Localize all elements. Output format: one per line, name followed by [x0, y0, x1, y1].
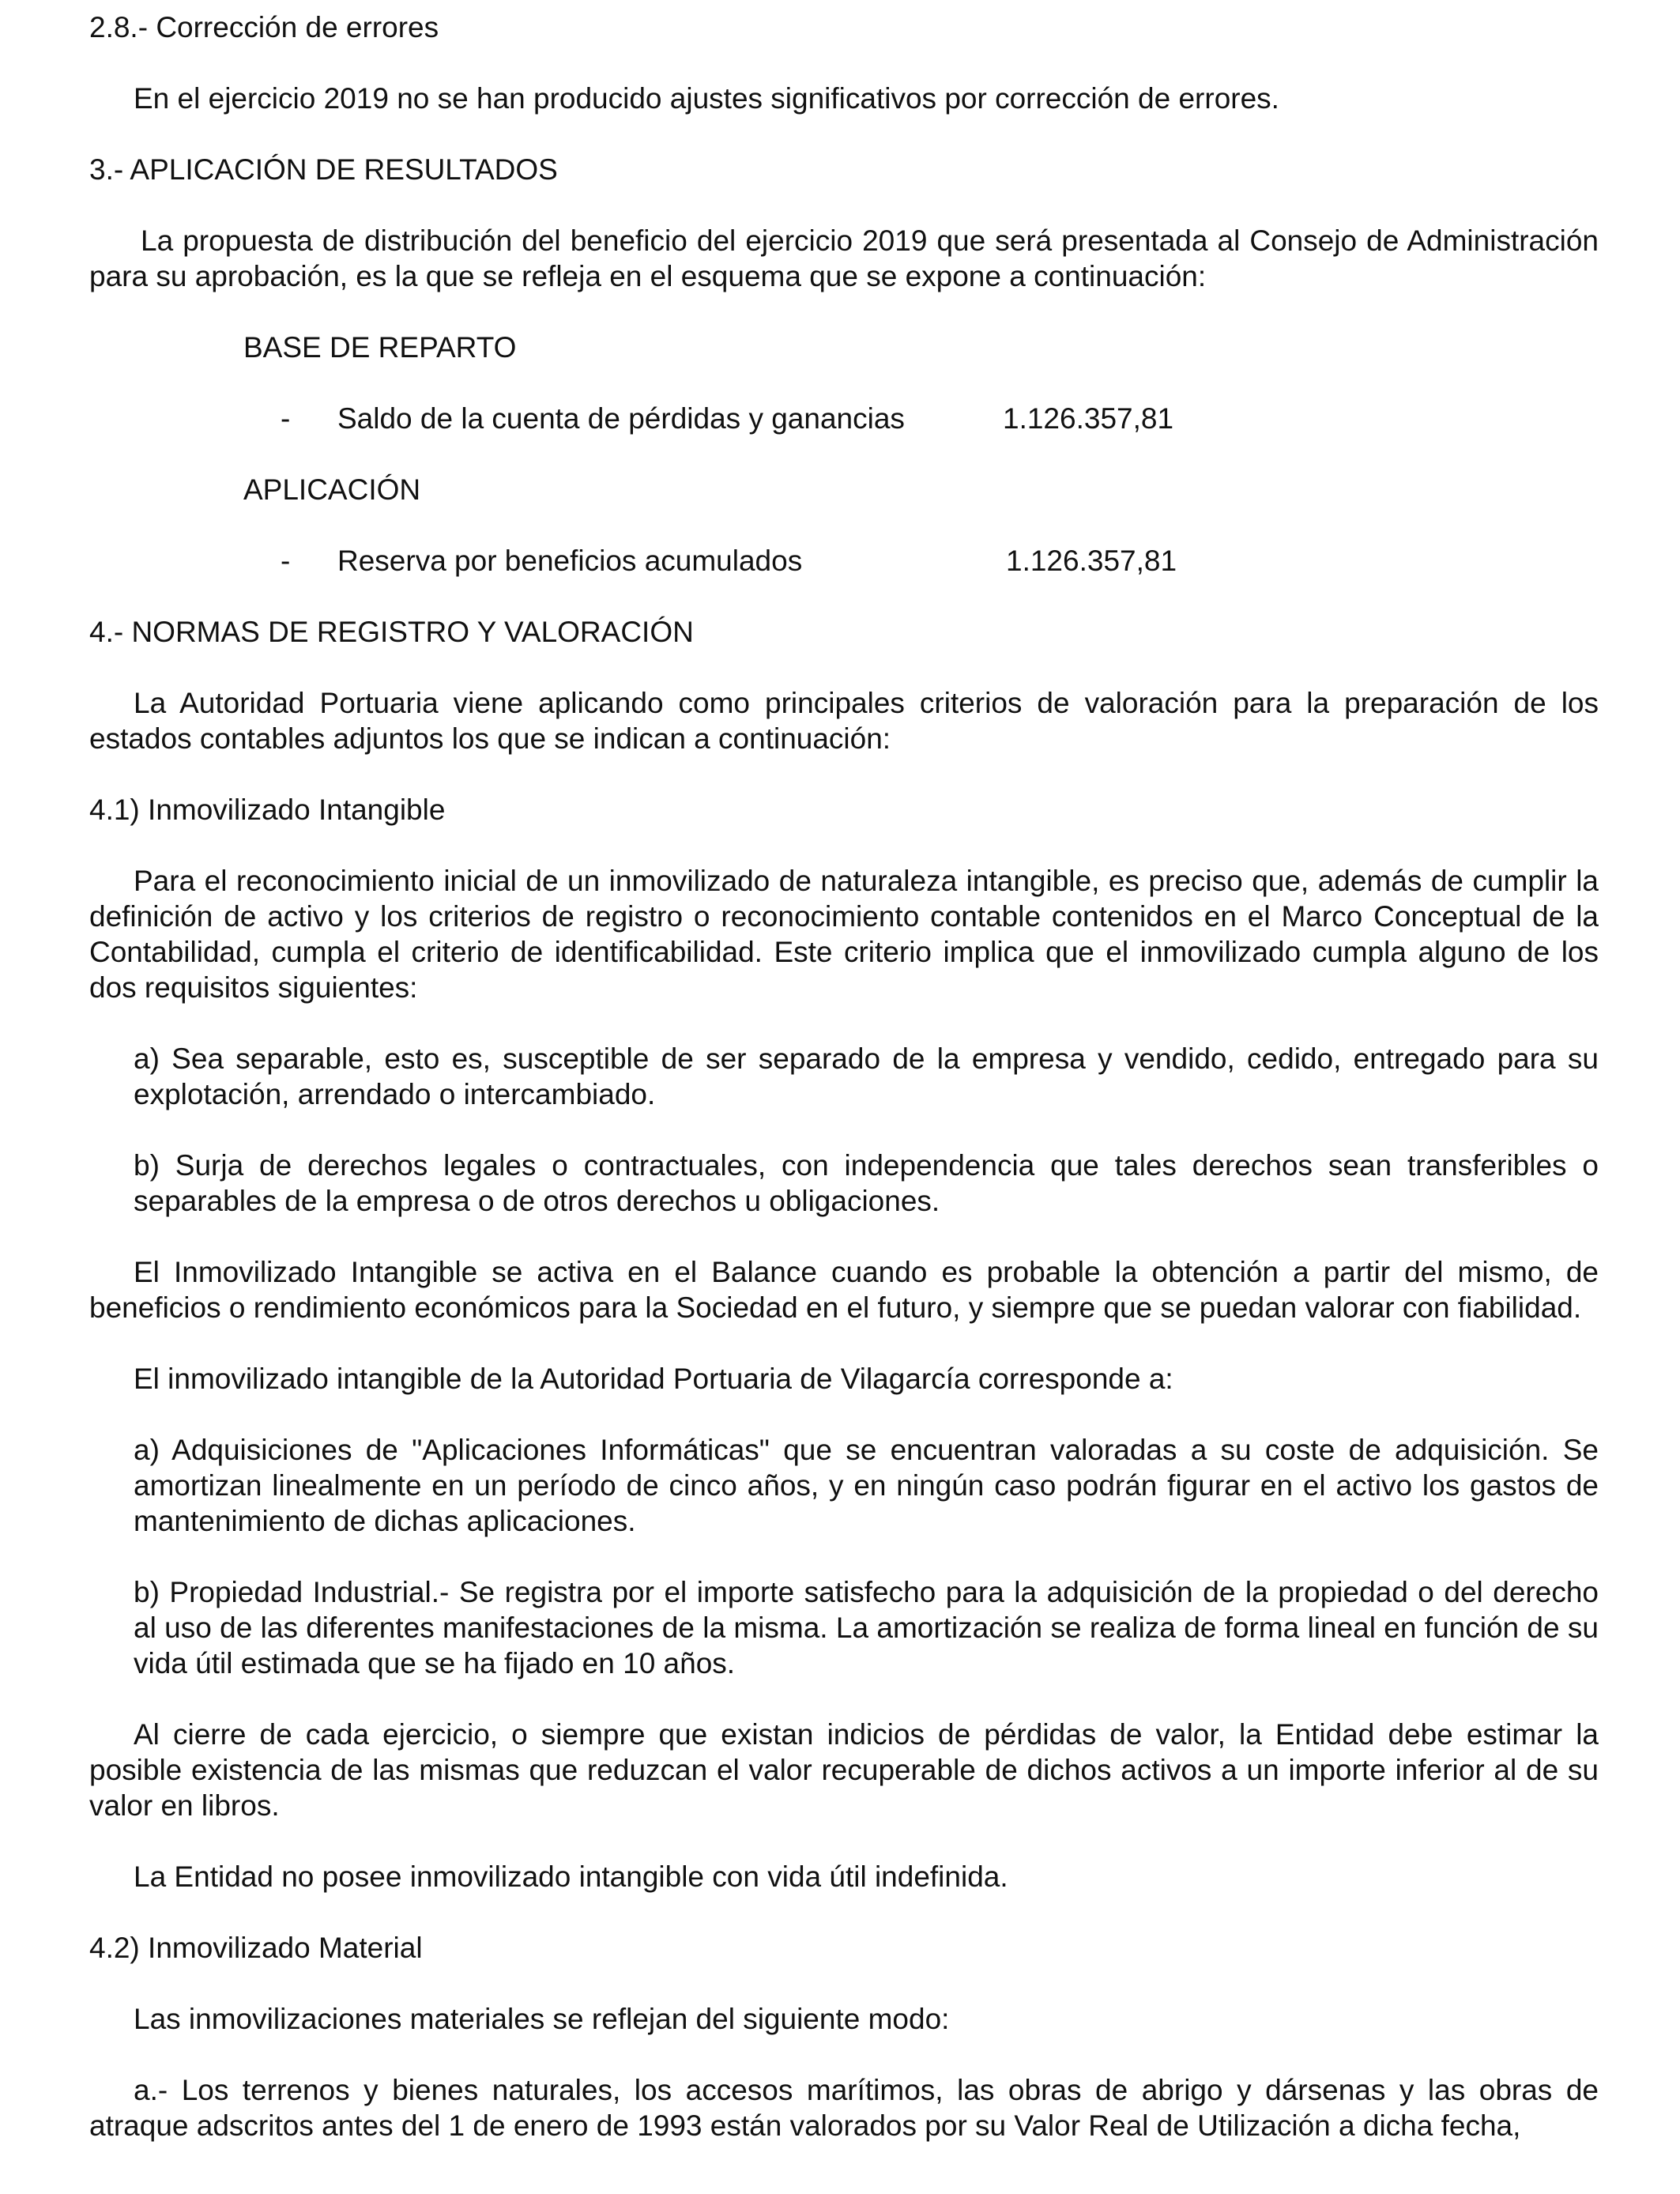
section-4-1-item-a-software: a) Adquisiciones de "Aplicaciones Informáticas" que se encuentran valoradas a su coste de adquisición. Se amortizan linealmente en un período de cinco años, y en ningún caso podrán figurar en el activo los gastos de mantenimiento de dichas aplicaciones.	[134, 1434, 1599, 1537]
section-4-2-paragraph-2: a.- Los terrenos y bienes naturales, los accesos marítimos, las obras de abrigo y dársenas y las obras de atraque adscritos antes del 1 de enero de 1993 están valorados por su Valor Real de Utilización a dicha fecha,	[89, 2074, 1599, 2142]
aplicacion-row-label: Reserva por beneficios acumulados	[337, 545, 803, 577]
section-4-2-heading: 4.2) Inmovilizado Material	[89, 1932, 423, 1964]
section-4-1-item-b-industrial: b) Propiedad Industrial.- Se registra por el importe satisfecho para la adquisición de la propiedad o del derecho al uso de las diferentes manifestaciones de la misma. La amortización se realiza de forma lineal en función de su vida útil estimada que se ha fijado en 10 años.	[134, 1576, 1599, 1679]
section-4-1-paragraph-3: El inmovilizado intangible de la Autoridad Portuaria de Vilagarcía corresponde a:	[134, 1363, 1173, 1395]
section-4-1-item-b: b) Surja de derechos legales o contractuales, con independencia que tales derechos sean transferibles o separables de la empresa o de otros derechos u obligaciones.	[134, 1149, 1599, 1217]
section-4-1-item-a: a) Sea separable, esto es, susceptible de ser separado de la empresa y vendido, cedido, entregado para su explotación, arrendado o intercambiado.	[134, 1042, 1599, 1110]
section-4-1-paragraph-1: Para el reconocimiento inicial de un inmovilizado de naturaleza intangible, es preciso que, además de cumplir la definición de activo y los criterios de registro o reconocimiento contable contenidos en el Marco Conceptual de la Contabilidad, cumpla el criterio de identificabilidad. Este criterio implica que el inmovilizado cumpla alguno de los dos requisitos siguientes:	[89, 865, 1599, 1004]
base-de-reparto-row	[89, 401, 1599, 436]
section-2-8-paragraph: En el ejercicio 2019 no se han producido ajustes significativos por corrección de errores.	[134, 82, 1279, 115]
section-4-1-paragraph-2: El Inmovilizado Intangible se activa en el Balance cuando es probable la obtención a partir del mismo, de beneficios o rendimiento económicos para la Sociedad en el futuro, y siempre que se puedan valorar con fiabilidad.	[89, 1256, 1599, 1324]
section-4-paragraph: La Autoridad Portuaria viene aplicando como principales criterios de valoración para la preparación de los estados contables adjuntos los que se indican a continuación:	[89, 687, 1599, 755]
section-3-paragraph: La propuesta de distribución del beneficio del ejercicio 2019 que será presentada al Consejo de Administración para su aprobación, es la que se refleja en el esquema que se expone a continuación:	[89, 224, 1599, 292]
list-dash: -	[281, 402, 291, 435]
aplicacion-row	[89, 543, 1599, 579]
section-4-heading: 4.- NORMAS DE REGISTRO Y VALORACIÓN	[89, 616, 694, 648]
base-row-amount: 1.126.357,81	[1003, 402, 1174, 435]
section-3-heading: 3.- APLICACIÓN DE RESULTADOS	[89, 153, 558, 186]
base-de-reparto-heading: BASE DE REPARTO	[243, 331, 517, 364]
section-4-1-heading: 4.1) Inmovilizado Intangible	[89, 794, 446, 826]
section-4-2-paragraph-1: Las inmovilizaciones materiales se reflejan del siguiente modo:	[134, 2003, 950, 2035]
list-dash: -	[281, 545, 291, 577]
aplicacion-row-amount: 1.126.357,81	[1006, 545, 1177, 577]
base-row-label: Saldo de la cuenta de pérdidas y ganancias	[337, 402, 905, 435]
section-4-1-paragraph-4: Al cierre de cada ejercicio, o siempre que existan indicios de pérdidas de valor, la Entidad debe estimar la posible existencia de las mismas que reduzcan el valor recuperable de dichos activos a un importe inferior al de su valor en libros.	[89, 1718, 1599, 1822]
aplicacion-heading: APLICACIÓN	[243, 473, 421, 506]
document-page	[89, 9, 1599, 2179]
section-2-8-heading: 2.8.- Corrección de errores	[89, 11, 439, 43]
distribution-schema	[89, 330, 1599, 579]
section-4-1-paragraph-5: La Entidad no posee inmovilizado intangible con vida útil indefinida.	[134, 1860, 1008, 1893]
